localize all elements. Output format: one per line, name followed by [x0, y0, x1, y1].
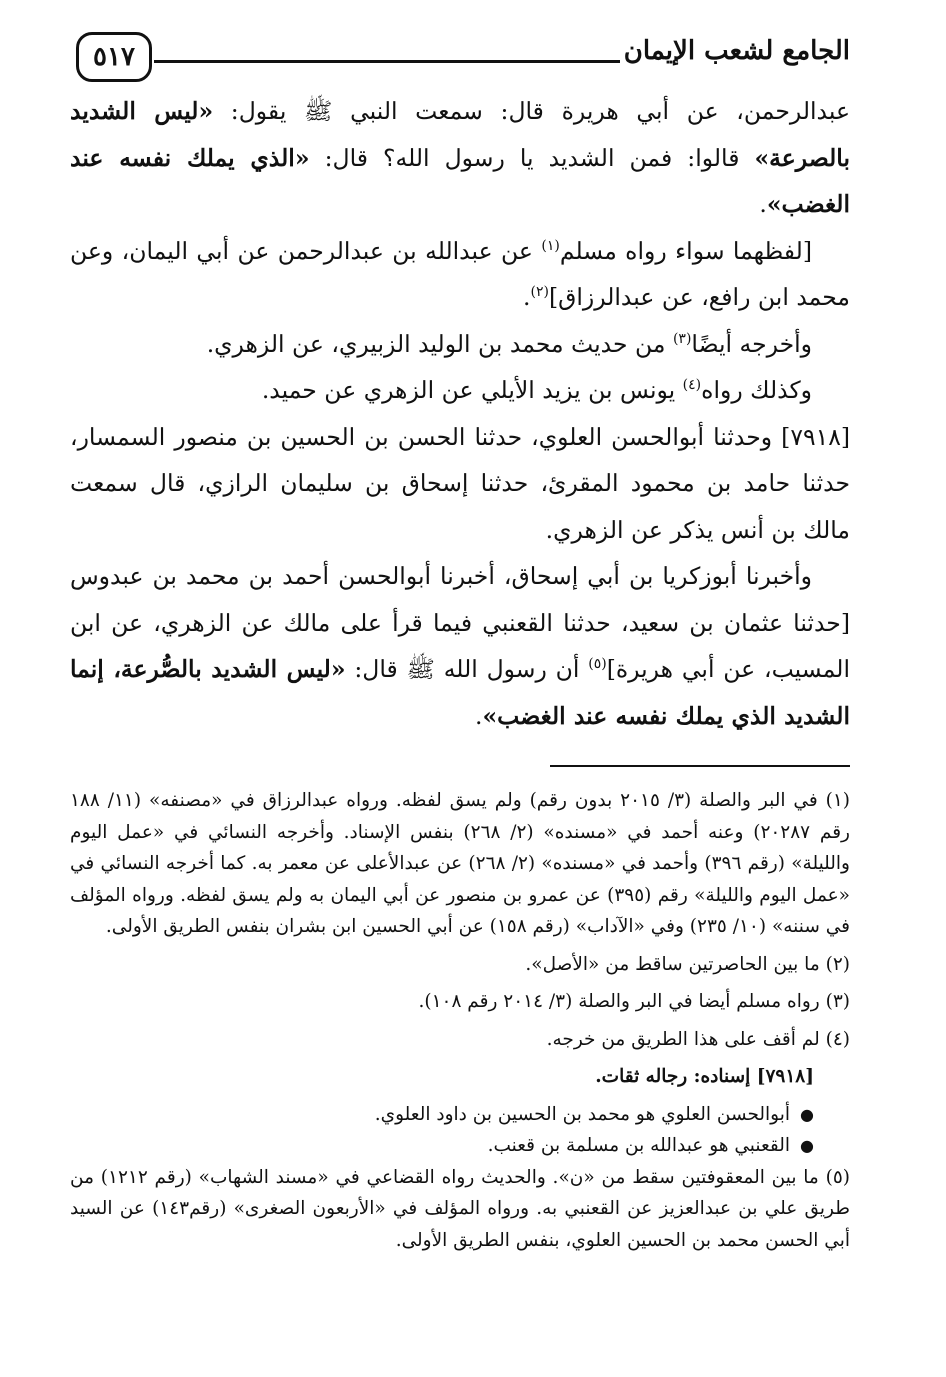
footnote-ref-5[interactable]: (٥): [588, 656, 607, 673]
hadith-quote: «الذي يملك نفسه عند الغضب»: [70, 143, 850, 218]
text-span: وكذلك رواه: [701, 376, 812, 404]
text-span: .: [523, 283, 531, 311]
footnote-2: (٢) ما بين الحاصرتين ساقط من «الأصل».: [525, 953, 850, 975]
isnad-heading: [٧٩١٨] إسناده: رجاله ثقات.: [595, 1066, 814, 1087]
header-rule: [154, 60, 620, 63]
list-item: [70, 1099, 814, 1131]
paragraph-3: [70, 321, 850, 368]
footnote-ref-2[interactable]: (٢): [530, 284, 549, 301]
footnote-ref-4[interactable]: (٤): [682, 377, 702, 394]
paragraph-2: [70, 228, 850, 321]
footnote-ref-3[interactable]: (٣): [672, 330, 692, 347]
footnote-1: (١) في البر والصلة (٣/ ٢٠١٥ بدون رقم) ولم يسق لفظه. ورواه عبدالرزاق في «مصنفه» (١١/ ١٨٨ رقم ٢٠٢٨٧) وعنه أحمد في «مسنده» (٢/ ٢٦٨) بنفس الإسناد. وأخرجه النسائي في «عمل اليوم والليلة» (رقم ٣٩٦) وأحمد في «مسنده» (٢/ ٢٦٨) عن عبدالأعلى عن معمر به. كما أخرجه النسائي في «عمل اليوم والليلة» رقم (٣٩٥) عن عمرو بن منصور عن أبي اليمان به ولم يسق لفظه. ورواه المؤلف في سننه» (١٠/ ٢٣٥) وفي «الآداب» (رقم ١٥٨) عن أبي الحسين ابن بشران بنفس الطريق الأولى.: [70, 790, 850, 937]
bullet-icon: ●: [800, 1104, 814, 1124]
running-title: الجامع لشعب الإيمان: [623, 36, 850, 66]
paragraph-4: [70, 367, 850, 414]
text-span: [لفظهما سواء رواه مسلم: [559, 236, 812, 265]
footnote-3: (٣) رواه مسلم أيضا في البر والصلة (٣/ ٢٠١٤ رقم ١٠٨).: [418, 991, 850, 1012]
text-span: وأخبرنا أبوزكريا بن أبي إسحاق، أخبرنا أبوالحسن أحمد بن محمد بن عبدوس [حدثنا عثمان بن سعيد، حدثنا القعنبي فيما قرأ على مالك عن الزهري، عن ابن المسيب، عن أبي هريرة]: [70, 562, 850, 683]
text-span: عن عبدالله بن عبدالرحمن عن أبي اليمان، وعن محمد ابن رافع، عن عبدالرزاق]: [70, 236, 850, 311]
paragraph-5: [٧٩١٨] وحدثنا أبوالحسن العلوي، حدثنا الحسن بن الحسين بن منصور السمسار، حدثنا حامد بن محمود المقرئ، حدثنا إسحاق بن سليمان الرازي، قال سمعت مالك بن أنس يذكر عن الزهري.: [70, 422, 850, 544]
text-span: يونس بن يزيد الأيلي عن الزهري عن حميد.: [261, 376, 683, 404]
main-text: [70, 88, 850, 739]
list-item: [70, 1130, 814, 1162]
text-span: .: [759, 190, 767, 218]
book-page: [70, 30, 850, 1350]
footnote-ref-1[interactable]: (١): [541, 237, 560, 254]
footnote-5: (٥) ما بين المعقوفتين سقط من «ن». والحديث رواه القضاعي في «مسند الشهاب» (رقم ١٢١٢) من طريق علي بن عبدالعزيز عن القعنبي به. ورواه المؤلف في «الأربعون الصغرى» (رقم١٤٣) عن السيد أبي الحسن محمد بن الحسين العلوي، بنفس الطريق الأولى.: [70, 1166, 850, 1251]
text-span: وأخرجه أيضًا: [691, 329, 812, 358]
list-item-text: أبوالحسن العلوي هو محمد بن الحسين بن داود العلوي.: [374, 1103, 791, 1125]
text-span: أن رسول الله ﷺ قال:: [345, 655, 589, 683]
paragraph-1: [70, 88, 850, 228]
page-number: ٥١٧: [76, 32, 152, 82]
text-span: من حديث محمد بن الوليد الزبيري، عن الزهري.: [206, 329, 673, 358]
text-span: قالوا: فمن الشديد يا رسول الله؟ قال:: [309, 143, 755, 172]
footnotes: [70, 785, 850, 1256]
footnote-divider: [550, 765, 850, 767]
paragraph-6: [70, 553, 850, 739]
text-span: عبدالرحمن، عن أبي هريرة قال: سمعت النبي ﷺ يقول:: [213, 97, 850, 125]
hadith-quote: «ليس الشديد بالصُّرعة، إنما الشديد الذي يملك نفسه عند الغضب»: [70, 655, 850, 730]
hadith-quote: «ليس الشديد بالصرعة»: [70, 97, 850, 172]
bullet-icon: ●: [800, 1136, 814, 1155]
page-header: [70, 30, 850, 86]
footnote-4: (٤) لم أقف على هذا الطريق من خرجه.: [546, 1028, 850, 1050]
text-span: .: [475, 701, 483, 730]
isnad-list: [70, 1099, 850, 1162]
list-item-text: القعنبي هو عبدالله بن مسلمة بن قعنب.: [487, 1135, 791, 1156]
